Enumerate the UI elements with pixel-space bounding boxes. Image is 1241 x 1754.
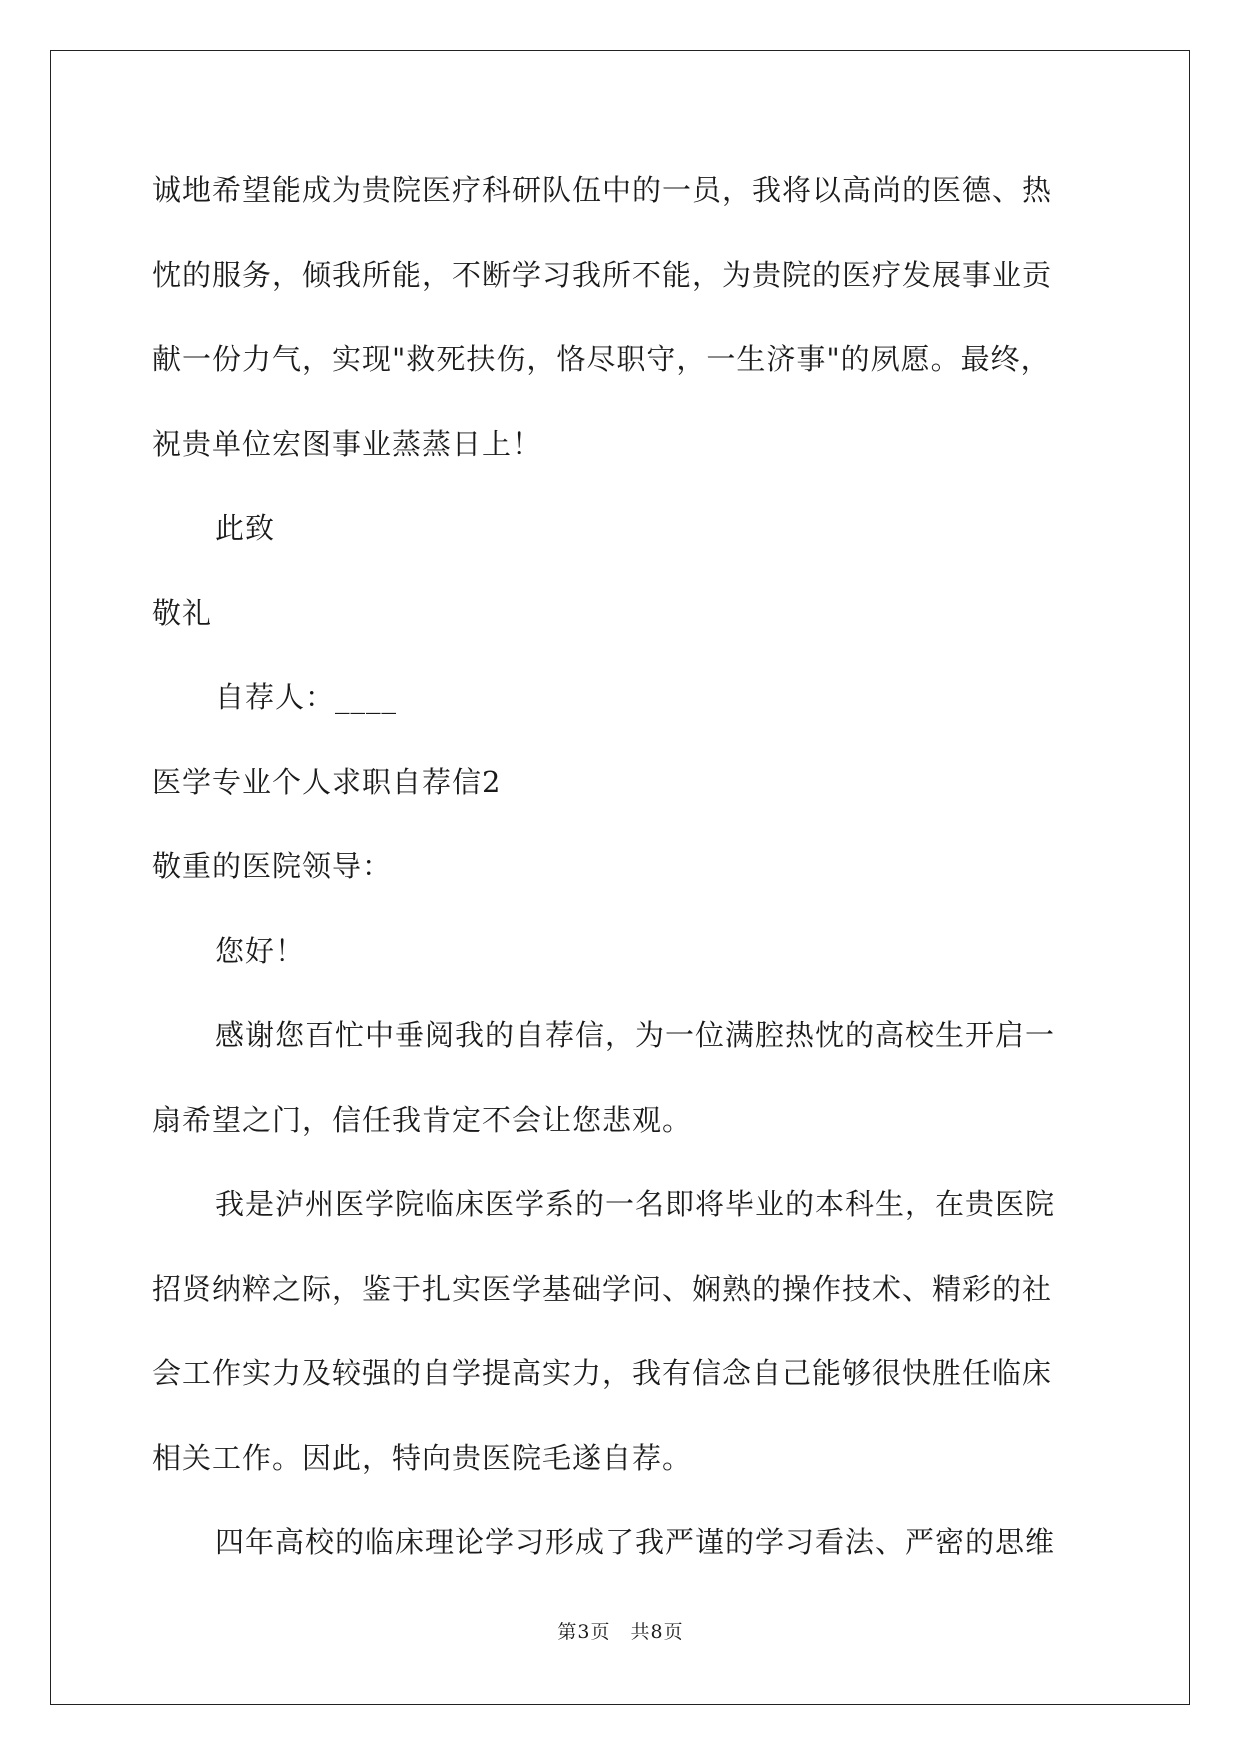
section-title: 医学专业个人求职自荐信2 <box>152 764 502 799</box>
body-line: 扇希望之门，信任我肯定不会让您悲观。 <box>152 1102 693 1137</box>
greeting-line: 敬重的医院领导： <box>152 849 393 883</box>
body-line: 献一份力气，实现"救死扶伤，恪尽职守，一生济事"的夙愿。最终， <box>152 342 1051 376</box>
body-line: 四年高校的临床理论学习形成了我严谨的学习看法、严密的思维 <box>215 1525 1056 1559</box>
body-line: 祝贵单位宏图事业蒸蒸日上！ <box>152 426 543 461</box>
body-line: 会工作实力及较强的自学提高实力，我有信念自己能够很快胜任临床 <box>152 1356 1053 1390</box>
body-line: 招贤纳粹之际，鉴于扎实医学基础学问、娴熟的操作技术、精彩的社 <box>152 1271 1053 1306</box>
body-line: 忱的服务，倾我所能，不断学习我所不能，为贵院的医疗发展事业贡 <box>152 257 1053 292</box>
body-line: 诚地希望能成为贵院医疗科研队伍中的一员，我将以高尚的医德、热 <box>152 173 1053 207</box>
signature-line: 自荐人：____ <box>215 680 398 714</box>
body-line: 相关工作。因此，特向贵医院毛遂自荐。 <box>152 1440 693 1475</box>
salutation-line: 敬礼 <box>152 595 213 630</box>
page-footer: 第3页 共8页 <box>557 1621 684 1643</box>
body-line: 我是泸州医学院临床医学系的一名即将毕业的本科生，在贵医院 <box>215 1187 1056 1221</box>
greeting-line: 您好！ <box>215 933 306 968</box>
body-line: 感谢您百忙中垂阅我的自荐信，为一位满腔热忱的高校生开启一 <box>215 1018 1056 1052</box>
closing-line: 此致 <box>215 511 276 545</box>
